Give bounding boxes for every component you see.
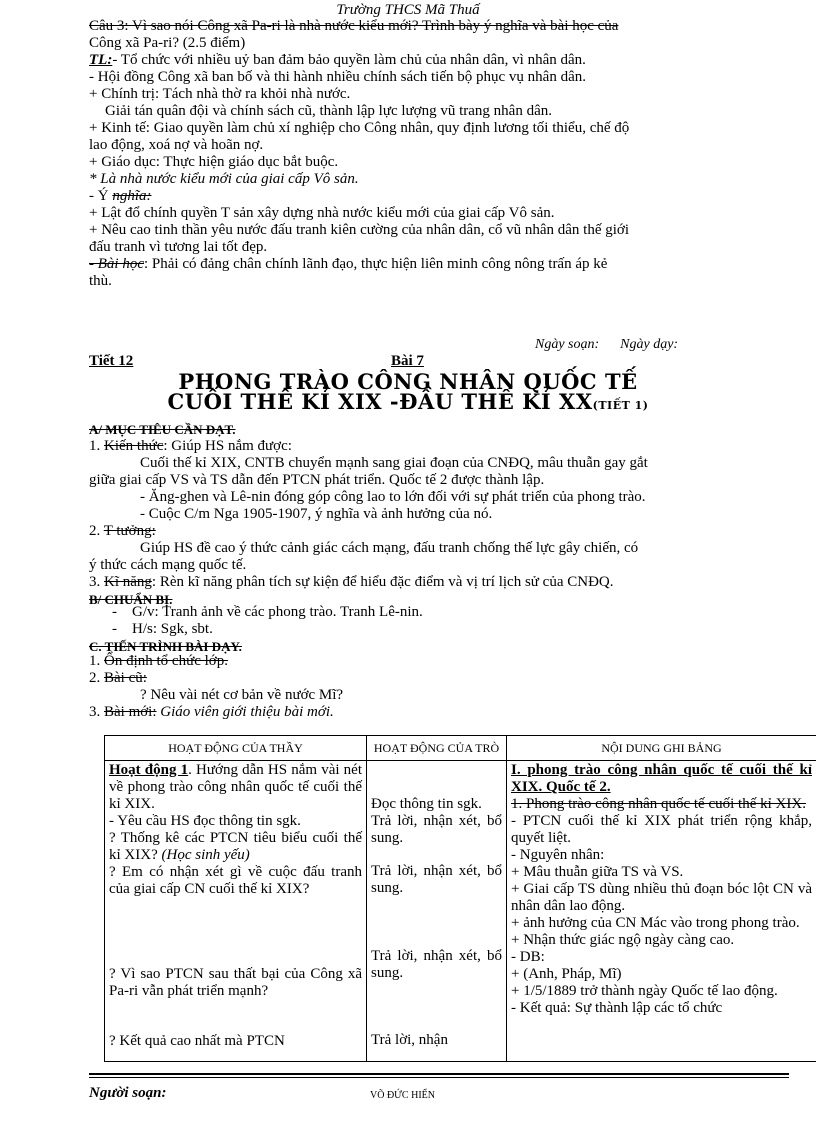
content-item: + (Anh, Pháp, Mĩ) — [511, 966, 622, 982]
content-item: + Nhận thức giác ngộ ngày càng cao. — [511, 932, 735, 948]
answer-line-8: * Là nhà nước kiểu mới của giai cấp Vô sản. — [89, 171, 359, 187]
col-teacher-header: HOẠT ĐỘNG CỦA THẦY — [105, 736, 367, 761]
prep-student: - H/s: Sgk, sbt. — [112, 621, 213, 637]
lesson-number: Tiết 12 — [89, 353, 134, 369]
answer-line-7: + Giáo dục: Thực hiện giáo dục bắt buộc. — [89, 154, 339, 170]
thought-2: ý thức cách mạng quốc tế. — [89, 557, 247, 573]
content-item: + ảnh hưởng của CN Mác vào trong phong trào. — [511, 915, 800, 931]
content-subheading: 1. Phong trào công nhân quốc tế cuối thế kỉ XIX. — [511, 796, 806, 812]
answer-line-4: Giải tán quân đội và chính sách cũ, thành lập lực lượng vũ trang nhân dân. — [105, 103, 552, 119]
footer-author-label: Người soạn: — [89, 1085, 167, 1101]
col-student-header: HOẠT ĐỘNG CỦA TRÒ — [367, 736, 507, 761]
knowledge-1: Cuối thế kỉ XIX, CNTB chuyển mạnh sang giai đoạn của CNĐQ, mâu thuẫn gay gắt — [140, 455, 648, 471]
section-a-heading: A/ MỤC TIÊU CẦN ĐẠT. — [89, 422, 236, 437]
col-content-header: NỘI DUNG GHI BẢNG — [507, 736, 816, 761]
knowledge-4: - Cuộc C/m Nga 1905-1907, ý nghĩa và ảnh hưởng của nó. — [140, 506, 493, 522]
answer-line-6: lao động, xoá nợ và hoãn nợ. — [89, 137, 264, 153]
thought-line: 2. T tưởng: — [89, 523, 156, 539]
content-heading: I. phong trào công nhân quốc tế cuối thế kỉ XIX. Quốc tế 2. — [511, 762, 812, 795]
student-step-5: Trả lời, nhận — [371, 1032, 448, 1048]
question-line-b: Công xã Pa-ri? (2.5 điểm) — [89, 35, 246, 51]
student-step-3: Trả lời, nhận xét, bổ sung. — [371, 863, 502, 896]
footer-author-name: VÕ ĐỨC HIỂN — [370, 1090, 435, 1101]
lesson-table — [104, 735, 816, 1062]
content-item: + 1/5/1889 trở thành ngày Quốc tế lao động. — [511, 983, 778, 999]
skill-line: 3. Kĩ năng: Rèn kĩ năng phân tích sự kiện để hiểu đặc điểm và vị trí lịch sử của CNĐQ. — [89, 574, 614, 590]
answer-line-14: thù. — [89, 273, 112, 289]
teacher-step-2: ? Thống kê các PTCN tiêu biểu cuối thế kỉ XIX? (Học sinh yếu) — [109, 830, 362, 863]
content-item: + Giai cấp TS dùng nhiều thủ đoạn bóc lột CN và nhân dân lao động. — [511, 881, 812, 914]
content-item: - PTCN cuối thế kỉ XIX phát triển rộng khắp, quyết liệt. — [511, 813, 812, 846]
answer-line-11: + Nêu cao tinh thần yêu nước đấu tranh kiên cường của nhân dân, cổ vũ nhân dân thế giới — [89, 222, 630, 238]
content-item: - DB: — [511, 949, 545, 965]
answer-line-2: - Hội đồng Công xã ban bố và thi hành nhiều chính sách tiến bộ phục vụ nhân dân. — [89, 69, 586, 85]
answer-line-3: + Chính trị: Tách nhà thờ ra khỏi nhà nước. — [89, 86, 351, 102]
content-item: - Nguyên nhân: — [511, 847, 605, 863]
answer-line-10: + Lật đổ chính quyền T sản xây dựng nhà nước kiểu mới của giai cấp Vô sản. — [89, 205, 555, 221]
answer-line-9: - Ý nghĩa: — [89, 188, 152, 204]
section-c-heading: C. TIẾN TRÌNH BÀI DẠY. — [89, 639, 242, 654]
answer-line-12: đấu tranh vì tương lai tốt đẹp. — [89, 239, 268, 255]
dates-line: Ngày soạn: Ngày dạy: — [535, 337, 679, 352]
teacher-step-3: ? Em có nhận xét gì về cuộc đấu tranh của giai cấp CN cuối thế kỉ XIX? — [109, 864, 362, 897]
step-2-question: ? Nêu vài nét cơ bản về nước Mĩ? — [140, 687, 344, 703]
teacher-cell — [105, 761, 367, 1062]
answer-line-13: - Bài học: Phải có đảng chân chính lãnh đạo, thực hiện liên minh công nông trấn áp kẻ — [89, 256, 608, 272]
question-line-a: Câu 3: Vì sao nói Công xã Pa-ri là nhà nước kiểu mới? Trình bày ý nghĩa và bài học của — [89, 18, 619, 34]
thought-1: Giúp HS đề cao ý thức cảnh giác cách mạng, đấu tranh chống thế lực gây chiến, có — [140, 540, 639, 556]
prep-teacher: - G/v: Tranh ảnh về các phong trào. Tranh Lê-nin. — [112, 604, 423, 620]
answer-line-1: TL:- Tổ chức với nhiều uỷ ban đảm bảo quyền làm chủ của nhân dân, vì nhân dân. — [89, 52, 586, 68]
footer-rule — [89, 1073, 789, 1075]
title-line-2: CUỐI THẾ KỈ XIX -ĐẦU THẾ KỈ XX(TIẾT 1) — [167, 389, 649, 414]
step-2: 2. Bài cũ: — [89, 670, 147, 686]
page-header: Trường THCS Mã Thuấ — [336, 2, 480, 18]
step-1: 1. Ổn định tổ chức lớp. — [89, 653, 228, 669]
content-item: - Kết quả: Sự thành lập các tổ chức — [511, 1000, 723, 1016]
student-cell — [367, 761, 507, 1062]
title-line-1: PHONG TRÀO CÔNG NHÂN QUỐC TẾ — [178, 369, 638, 394]
content-item: + Mâu thuẫn giữa TS và VS. — [511, 864, 684, 880]
footer-rule-thin — [89, 1077, 789, 1078]
student-step-2: Trả lời, nhận xét, bổ sung. — [371, 813, 502, 846]
teacher-step-1: - Yêu cầu HS đọc thông tin sgk. — [109, 813, 301, 829]
answer-line-5: + Kinh tế: Giao quyền làm chủ xí nghiệp cho Công nhân, quy định lương tối thiểu, chế độ — [89, 120, 630, 136]
section-b-heading: B/ CHUẨN BỊ. — [89, 592, 173, 607]
knowledge-3: - Ăng-ghen và Lê-nin đóng góp công lao to lớn đối với sự phát triển của phong trào. — [140, 489, 646, 505]
teacher-step-5: ? Kết quả cao nhất mà PTCN — [109, 1033, 285, 1049]
teacher-step-4: ? Vì sao PTCN sau thất bại của Công xã Pa-ri vẫn phát triển mạnh? — [109, 966, 362, 999]
table-row — [105, 761, 816, 1062]
content-cell — [507, 761, 816, 1062]
step-3: 3. Bài mới: Giáo viên giới thiệu bài mới. — [89, 704, 334, 720]
knowledge-2: giữa giai cấp VS và TS dẫn đến PTCN phát triển. Quốc tế 2 được thành lập. — [89, 472, 545, 488]
lesson-chapter: Bài 7 — [391, 353, 424, 369]
knowledge-line: 1. Kiến thức: Giúp HS nắm được: — [89, 438, 292, 454]
activity-1: Hoạt động 1. Hướng dẫn HS nắm vài nét về phong trào công nhân quốc tế cuối thế kỉ XIX. — [109, 762, 362, 812]
student-step-1: Đọc thông tin sgk. — [371, 796, 482, 812]
table-header-row — [105, 736, 816, 761]
student-step-4: Trả lời, nhận xét, bổ sung. — [371, 948, 502, 981]
